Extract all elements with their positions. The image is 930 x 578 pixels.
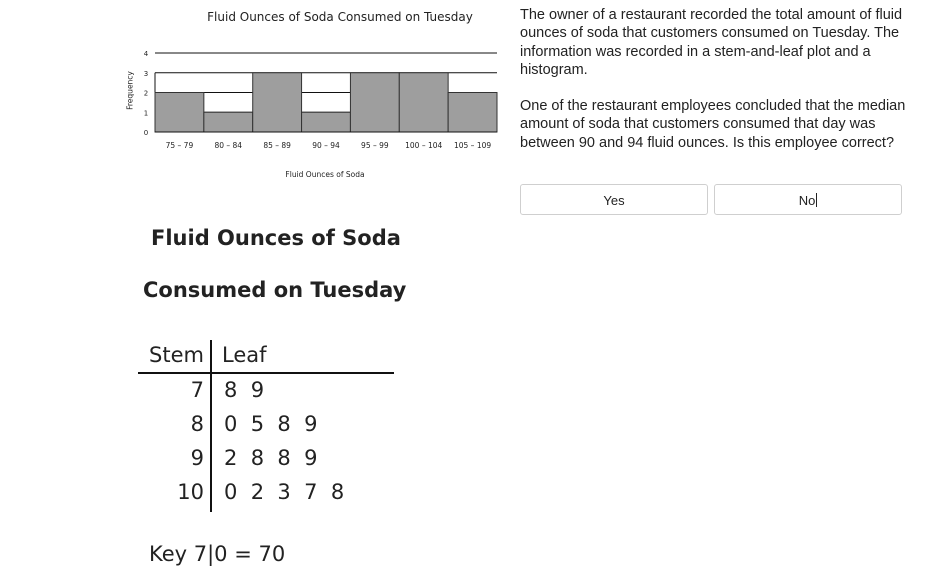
histogram-bar — [204, 112, 253, 132]
stem-leaf-title-line2: Consumed on Tuesday — [143, 278, 407, 302]
stem-leaf-vertical-divider — [210, 340, 212, 512]
question-paragraph-1: The owner of a restaurant recorded the total amount of fluid ounces of soda that customers consumed on Tuesday. The information was recorded in a stem-and-leaf plot and a histogram. — [520, 7, 903, 78]
histogram-bar — [350, 73, 399, 132]
x-tick-label: 90 – 94 — [312, 141, 340, 150]
leaf-values: 0 2 3 7 8 — [224, 480, 345, 504]
stem-value: 8 — [190, 412, 204, 436]
question-text — [520, 6, 910, 170]
histogram-bar — [155, 93, 204, 133]
stem-header: Stem — [149, 343, 204, 367]
x-tick-label: 75 – 79 — [165, 141, 194, 150]
stem-leaf-title-line1: Fluid Ounces of Soda — [151, 226, 401, 250]
no-button-label: No — [798, 193, 816, 208]
histogram-svg — [0, 0, 510, 190]
x-axis-label: Fluid Ounces of Soda — [285, 170, 365, 179]
x-tick-label: 95 – 99 — [361, 141, 389, 150]
text-cursor — [816, 193, 817, 207]
histogram-bar — [399, 73, 448, 132]
x-tick-label: 100 – 104 — [405, 141, 443, 150]
stem-leaf-header-divider — [138, 372, 394, 374]
histogram-bar — [253, 73, 302, 132]
stem-leaf-key: Key 7|0 = 70 — [149, 542, 286, 566]
stem-value: 9 — [190, 446, 204, 470]
y-tick-label: 4 — [143, 50, 149, 58]
x-tick-label: 80 – 84 — [214, 141, 243, 150]
y-tick-label: 1 — [143, 109, 149, 118]
stem-value: 7 — [190, 378, 204, 402]
question-paragraph-2: One of the restaurant employees concluded that the median amount of soda that customers consumed that day was between 90 and 94 fluid ounces. Is this employee correct? — [520, 98, 906, 151]
histogram-bar — [302, 112, 351, 132]
leaf-values: 2 8 8 9 — [224, 446, 318, 470]
leaf-header: Leaf — [222, 343, 267, 367]
y-tick-label: 0 — [143, 129, 149, 137]
y-tick-label: 2 — [143, 89, 149, 98]
yes-button-label: Yes — [603, 193, 625, 208]
x-tick-label: 105 – 109 — [453, 141, 492, 150]
stem-value: 10 — [177, 480, 204, 504]
leaf-values: 8 9 — [224, 378, 265, 402]
y-tick-label: 3 — [143, 69, 149, 78]
leaf-values: 0 5 8 9 — [224, 412, 318, 436]
no-button[interactable] — [714, 184, 902, 215]
x-tick-label: 85 – 89 — [263, 141, 291, 150]
y-axis-label: Frequency — [125, 71, 135, 110]
histogram-chart — [0, 0, 510, 190]
yes-button[interactable] — [520, 184, 708, 215]
chart-title: Fluid Ounces of Soda Consumed on Tuesday — [207, 10, 473, 24]
histogram-bar — [448, 93, 497, 133]
